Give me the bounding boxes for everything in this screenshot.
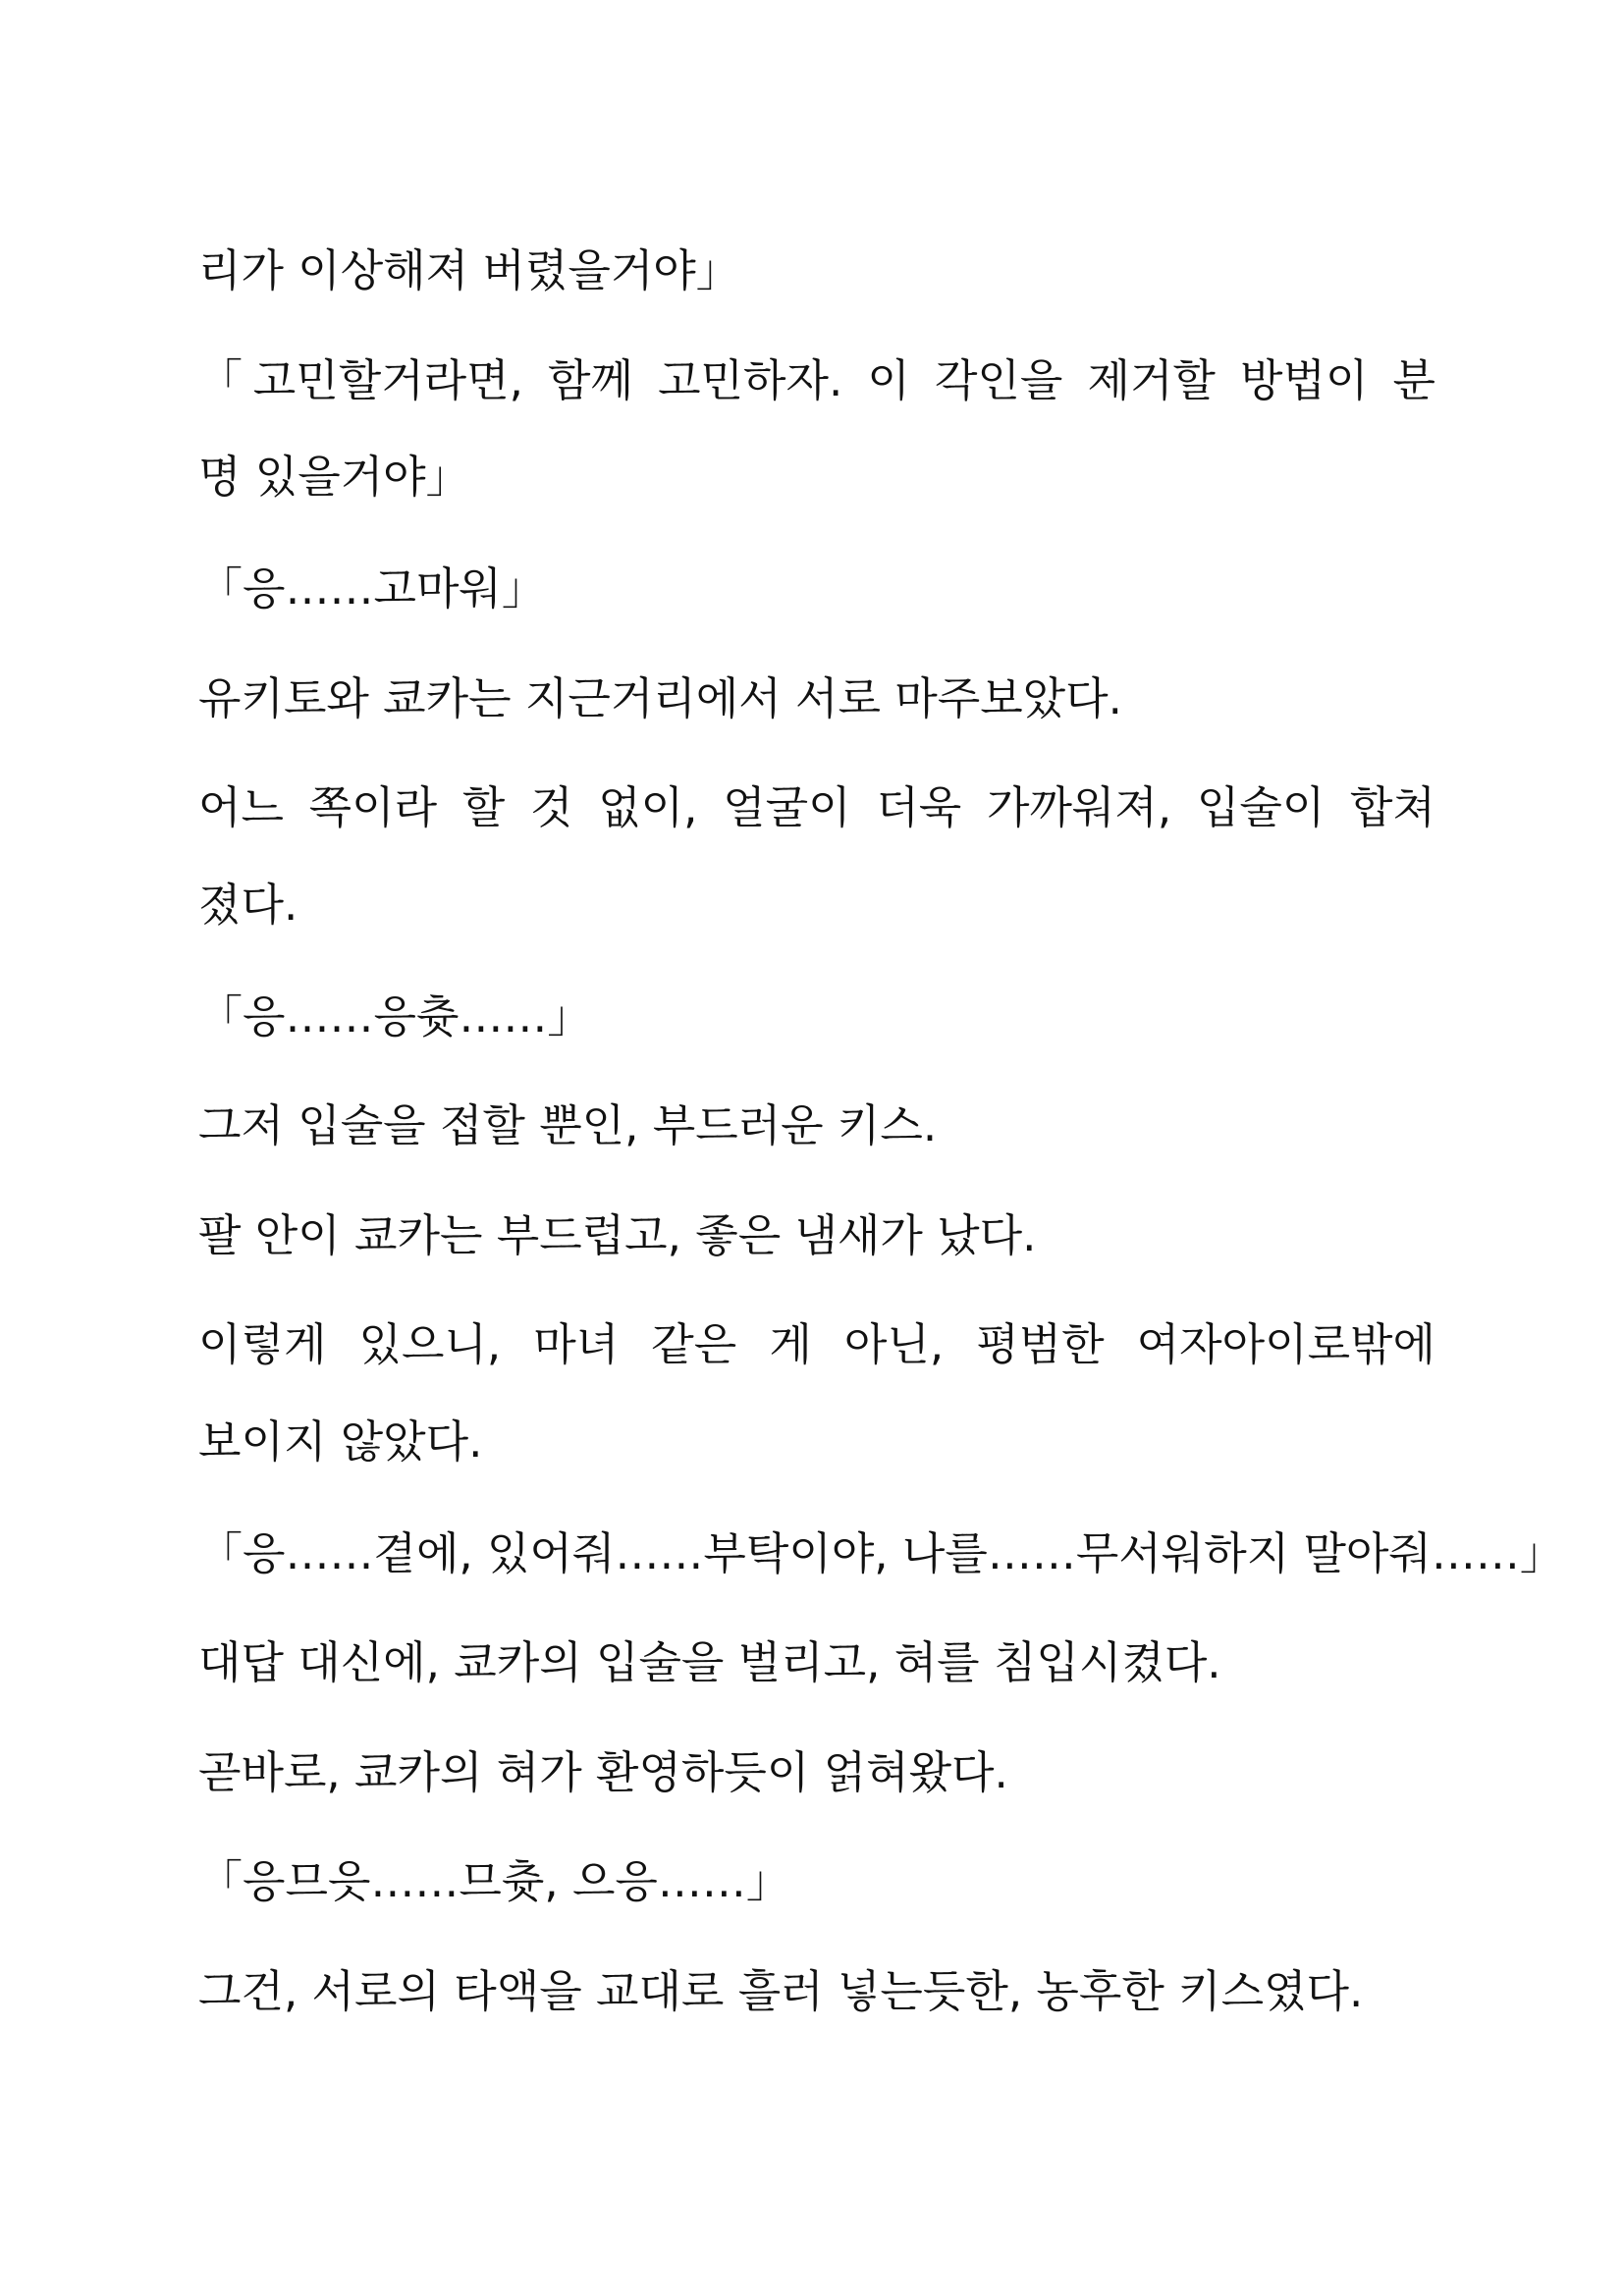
text-line: 「응……곁에, 있어줘……부탁이야, 나를……무서워하지 말아줘……」: [198, 1527, 1564, 1579]
text-line: 리가 이상해져 버렸을거야」: [198, 244, 740, 296]
text-line: 어느 쪽이라 할 것 없이, 얼굴이 더욱 가까워져, 입술이 합쳐: [198, 781, 1435, 833]
text-line: 「응므읏……므츗, 으응……」: [198, 1855, 790, 1907]
text-line: 그건, 서로의 타액을 교대로 흘러 넣는듯한, 농후한 키스였다.: [198, 1965, 1364, 2017]
text-line: 「고민할거라면, 함께 고민하자. 이 각인을 제거할 방법이 분: [198, 354, 1435, 406]
text-line: 그저 입술을 접할 뿐인, 부드러운 키스.: [198, 1099, 938, 1151]
text-line: 대답 대신에, 쿄카의 입술을 벌리고, 혀를 침입시켰다.: [198, 1636, 1221, 1688]
text-line: 졌다.: [198, 879, 298, 931]
text-line: 곧바로, 쿄카의 혀가 환영하듯이 얽혀왔다.: [198, 1746, 1008, 1798]
text-line: 「응……고마워」: [198, 562, 546, 614]
text-line: 명 있을거야」: [198, 451, 470, 503]
text-line: 「응……응츗……」: [198, 990, 592, 1042]
text-line: 이렇게 있으니, 마녀 같은 게 아닌, 평범한 여자아이로밖에: [198, 1318, 1435, 1370]
text-line: 보이지 않았다.: [198, 1415, 483, 1468]
text-line: 유키토와 쿄카는 지근거리에서 서로 마주보았다.: [198, 672, 1122, 724]
text-line: 팔 안이 쿄카는 부드럽고, 좋은 냄새가 났다.: [198, 1209, 1037, 1261]
